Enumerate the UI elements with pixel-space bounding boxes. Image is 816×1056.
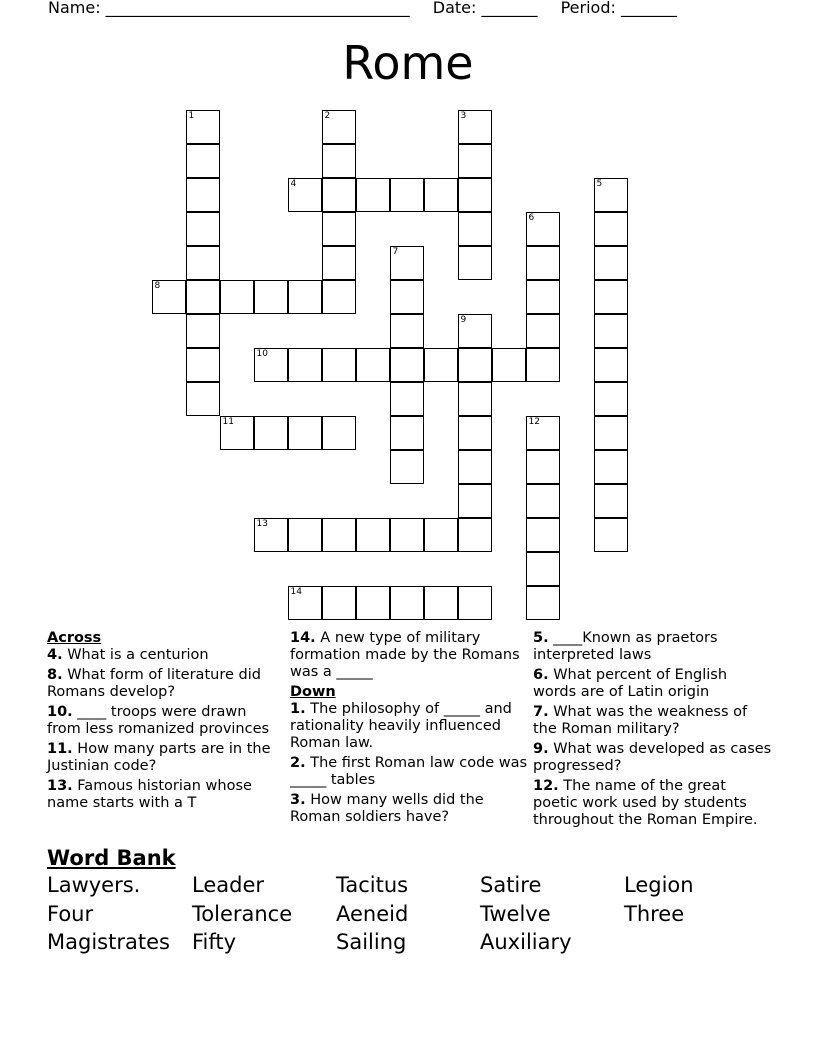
grid-cell[interactable] xyxy=(356,518,390,552)
across-heading: Across xyxy=(47,630,102,646)
grid-cell[interactable] xyxy=(594,484,628,518)
clue-number: 13. xyxy=(47,778,73,794)
grid-cell[interactable] xyxy=(594,382,628,416)
down-heading: Down xyxy=(290,684,336,700)
word-bank-word: Legion xyxy=(624,873,694,897)
word-bank-word: Fifty xyxy=(192,930,237,954)
grid-cell[interactable] xyxy=(526,348,560,382)
grid-cell[interactable] xyxy=(322,586,356,620)
grid-cell[interactable] xyxy=(458,348,492,382)
grid-cell[interactable] xyxy=(322,178,356,212)
grid-cell[interactable] xyxy=(594,212,628,246)
grid-cell[interactable] xyxy=(186,280,220,314)
grid-cell[interactable] xyxy=(390,246,424,280)
grid-cell[interactable] xyxy=(424,178,458,212)
clue-number: 2. xyxy=(290,755,306,771)
grid-cell[interactable] xyxy=(458,518,492,552)
word-bank-word: Tolerance xyxy=(192,902,293,926)
clue xyxy=(47,704,282,738)
grid-cell[interactable] xyxy=(322,110,356,144)
clue-number: 11 xyxy=(222,416,234,427)
grid-cell[interactable] xyxy=(390,450,424,484)
clue-text: Famous historian whose name starts with a T xyxy=(47,778,252,811)
clue-number: 7 xyxy=(392,246,399,257)
grid-cell[interactable] xyxy=(152,280,186,314)
clue-text: The first Roman law code was _____ tables xyxy=(290,755,528,788)
grid-cell[interactable] xyxy=(390,280,424,314)
grid-cell[interactable] xyxy=(186,212,220,246)
name-field[interactable]: Name: ______________________________________ xyxy=(48,0,410,17)
grid-cell[interactable] xyxy=(288,586,322,620)
word-bank-word: Auxiliary xyxy=(480,930,572,954)
clue-number: 14. xyxy=(290,630,316,646)
grid-cell[interactable] xyxy=(594,178,628,212)
clues-col-2 xyxy=(290,630,528,829)
clue-text: What was developed as cases progressed? xyxy=(533,741,772,774)
clue-text: How many parts are in the Justinian code? xyxy=(47,741,271,774)
clues-col-3 xyxy=(533,630,773,832)
clue-text: ____ troops were drawn from less romanized provinces xyxy=(47,704,270,737)
grid-cell[interactable] xyxy=(526,280,560,314)
grid-cell[interactable] xyxy=(186,382,220,416)
grid-cell[interactable] xyxy=(594,416,628,450)
grid-cell[interactable] xyxy=(458,450,492,484)
clue-number: 11. xyxy=(47,741,73,757)
grid-cell[interactable] xyxy=(424,586,458,620)
date-field[interactable]: Date: _______ xyxy=(432,0,538,17)
clue xyxy=(533,704,773,738)
word-bank-word: Satire xyxy=(480,873,542,897)
clue xyxy=(533,778,773,829)
clue-number: 8 xyxy=(154,280,161,291)
clue-number: 9 xyxy=(460,314,467,325)
clue-text: What percent of English words are of Latin origin xyxy=(533,667,728,700)
clue xyxy=(533,630,773,664)
grid-cell[interactable] xyxy=(526,416,560,450)
grid-cell[interactable] xyxy=(424,348,458,382)
word-bank-word: Sailing xyxy=(336,930,407,954)
word-bank-word: Tacitus xyxy=(336,873,409,897)
grid-cell[interactable] xyxy=(186,144,220,178)
grid-cell[interactable] xyxy=(322,246,356,280)
grid-cell[interactable] xyxy=(220,416,254,450)
clue-number: 7. xyxy=(533,704,549,720)
clue-text: How many wells did the Roman soldiers have? xyxy=(290,792,484,825)
grid-cell[interactable] xyxy=(186,246,220,280)
clue xyxy=(47,741,282,775)
grid-cell[interactable] xyxy=(186,314,220,348)
grid-cell[interactable] xyxy=(458,110,492,144)
grid-cell[interactable] xyxy=(594,518,628,552)
period-field[interactable]: Period: _______ xyxy=(560,0,677,17)
grid-cell[interactable] xyxy=(186,348,220,382)
grid-cell[interactable] xyxy=(526,518,560,552)
grid-cell[interactable] xyxy=(390,314,424,348)
clue-number: 1 xyxy=(188,110,195,121)
clue-number: 6. xyxy=(533,667,549,683)
grid-cell[interactable] xyxy=(322,280,356,314)
clue-number: 5 xyxy=(596,178,603,189)
grid-cell[interactable] xyxy=(322,144,356,178)
grid-cell[interactable] xyxy=(458,382,492,416)
grid-cell[interactable] xyxy=(322,518,356,552)
grid-cell[interactable] xyxy=(390,518,424,552)
grid-cell[interactable] xyxy=(526,212,560,246)
word-bank-word: Magistrates xyxy=(47,930,170,954)
clue xyxy=(533,741,773,775)
grid-cell[interactable] xyxy=(288,518,322,552)
clue xyxy=(47,778,282,812)
clue-number: 10. xyxy=(47,704,73,720)
grid-cell[interactable] xyxy=(288,280,322,314)
word-bank-word: Aeneid xyxy=(336,902,409,926)
grid-cell[interactable] xyxy=(390,178,424,212)
clues-col-1 xyxy=(47,630,282,815)
clue-number: 14 xyxy=(290,586,302,597)
clue-number: 3. xyxy=(290,792,306,808)
clue xyxy=(533,667,773,701)
header xyxy=(48,0,695,17)
clue xyxy=(290,701,528,752)
grid-cell[interactable] xyxy=(322,212,356,246)
grid-cell[interactable] xyxy=(390,586,424,620)
clue-text: What is a centurion xyxy=(67,647,209,663)
grid-cell[interactable] xyxy=(288,416,322,450)
grid-cell[interactable] xyxy=(288,178,322,212)
grid-cell[interactable] xyxy=(458,484,492,518)
grid-cell[interactable] xyxy=(356,178,390,212)
clue-number: 4 xyxy=(290,178,297,189)
grid-cell[interactable] xyxy=(458,212,492,246)
grid-cell[interactable] xyxy=(458,314,492,348)
clue-text: The philosophy of _____ and rationality heavily influenced Roman law. xyxy=(290,701,512,751)
grid-cell[interactable] xyxy=(594,246,628,280)
grid-cell[interactable] xyxy=(390,416,424,450)
word-bank-word: Twelve xyxy=(480,902,551,926)
grid-cell[interactable] xyxy=(186,110,220,144)
clue-number: 3 xyxy=(460,110,467,121)
word-bank-word: Three xyxy=(624,902,685,926)
clue-number: 9. xyxy=(533,741,549,757)
clue-number: 13 xyxy=(256,518,268,529)
grid-cell[interactable] xyxy=(594,348,628,382)
clue-text: The name of the great poetic work used by students throughout the Roman Empire. xyxy=(533,778,758,828)
grid-cell[interactable] xyxy=(526,484,560,518)
grid-cell[interactable] xyxy=(458,246,492,280)
grid-cell[interactable] xyxy=(526,246,560,280)
grid-cell[interactable] xyxy=(458,586,492,620)
grid-cell[interactable] xyxy=(594,280,628,314)
grid-cell[interactable] xyxy=(322,416,356,450)
clue-number: 8. xyxy=(47,667,63,683)
grid-cell[interactable] xyxy=(458,144,492,178)
grid-cell[interactable] xyxy=(526,450,560,484)
clue-number: 12. xyxy=(533,778,559,794)
clue xyxy=(290,792,528,826)
grid-cell[interactable] xyxy=(492,348,526,382)
clue-text: What form of literature did Romans develop? xyxy=(47,667,261,700)
clue-number: 5. xyxy=(533,630,549,646)
grid-cell[interactable] xyxy=(254,348,288,382)
clue-text: ____Known as praetors interpreted laws xyxy=(533,630,718,663)
grid-cell[interactable] xyxy=(288,348,322,382)
grid-cell[interactable] xyxy=(220,280,254,314)
clue-number: 1. xyxy=(290,701,306,717)
clue-text: What was the weakness of the Roman military? xyxy=(533,704,748,737)
grid-cell[interactable] xyxy=(390,382,424,416)
grid-cell[interactable] xyxy=(186,178,220,212)
clue-number: 6 xyxy=(528,212,535,223)
clue xyxy=(290,755,528,789)
clue-number: 12 xyxy=(528,416,540,427)
word-bank-title: Word Bank xyxy=(47,846,176,870)
clue-number: 4. xyxy=(47,647,63,663)
grid-cell[interactable] xyxy=(458,416,492,450)
grid-cell[interactable] xyxy=(526,586,560,620)
word-bank-word: Leader xyxy=(192,873,265,897)
grid-cell[interactable] xyxy=(254,280,288,314)
grid-cell[interactable] xyxy=(254,518,288,552)
grid-cell[interactable] xyxy=(458,178,492,212)
grid-cell[interactable] xyxy=(424,518,458,552)
clue-number: 2 xyxy=(324,110,331,121)
grid-cell[interactable] xyxy=(356,348,390,382)
word-bank-word: Four xyxy=(47,902,94,926)
grid-cell[interactable] xyxy=(526,552,560,586)
grid-cell[interactable] xyxy=(594,450,628,484)
grid-cell[interactable] xyxy=(322,348,356,382)
grid-cell[interactable] xyxy=(594,314,628,348)
clue-number: 10 xyxy=(256,348,268,359)
clue xyxy=(290,630,528,681)
clue xyxy=(47,667,282,701)
word-bank-word: Lawyers. xyxy=(47,873,141,897)
page-title: Rome xyxy=(342,36,474,90)
grid-cell[interactable] xyxy=(356,586,390,620)
grid-cell[interactable] xyxy=(526,314,560,348)
clue xyxy=(47,647,282,664)
grid-cell[interactable] xyxy=(254,416,288,450)
clue-text: A new type of military formation made by the Romans was a _____ xyxy=(290,630,520,680)
grid-cell[interactable] xyxy=(390,348,424,382)
